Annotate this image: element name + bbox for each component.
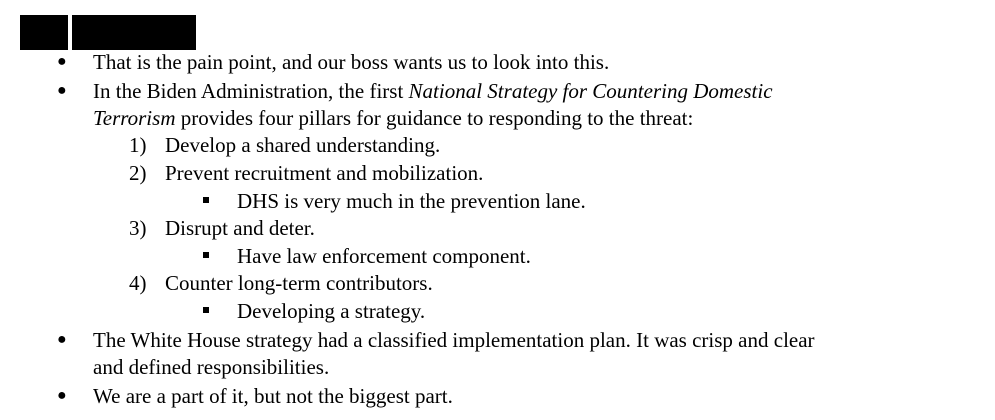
bullet-text (93, 77, 773, 105)
square-bullet-icon (203, 252, 209, 258)
document-title-italic: National Strategy for Countering Domestic (408, 79, 773, 103)
bullet-icon: ● (57, 331, 67, 348)
sub-bullet-text: DHS is very much in the prevention lane. (237, 189, 586, 213)
bullet-text: That is the pain point, and our boss wants us to look into this. (93, 50, 610, 74)
bullet-icon: ● (57, 387, 67, 404)
bullet-text-continuation: and defined responsibilities. (93, 355, 330, 379)
pillar-text: Develop a shared understanding. (165, 133, 441, 157)
square-bullet-icon (203, 307, 209, 313)
pillar-text: Counter long-term contributors. (165, 271, 433, 295)
sub-bullet-text: Have law enforcement component. (237, 244, 531, 268)
pillar-text: Prevent recruitment and mobilization. (165, 161, 484, 185)
redaction-block (72, 15, 196, 50)
list-number: 3) (129, 216, 147, 240)
bullet-text-continuation (93, 104, 693, 132)
sub-bullet-text: Developing a strategy. (237, 299, 426, 323)
square-bullet-icon (203, 197, 209, 203)
bullet-text: We are a part of it, but not the biggest part. (93, 384, 453, 408)
bullet-text-plain: provides four pillars for guidance to responding to the threat: (175, 106, 694, 130)
pillar-text: Disrupt and deter. (165, 216, 315, 240)
list-number: 4) (129, 271, 147, 295)
bullet-text-plain: In the Biden Administration, the first (93, 79, 409, 103)
bullet-icon: ● (57, 53, 67, 70)
list-number: 2) (129, 161, 147, 185)
list-number: 1) (129, 133, 147, 157)
bullet-text: The White House strategy had a classified implementation plan. It was crisp and clear (93, 328, 815, 352)
redaction-block (20, 15, 68, 50)
bullet-icon: ● (57, 82, 67, 99)
document-title-italic: Terrorism (93, 106, 176, 130)
